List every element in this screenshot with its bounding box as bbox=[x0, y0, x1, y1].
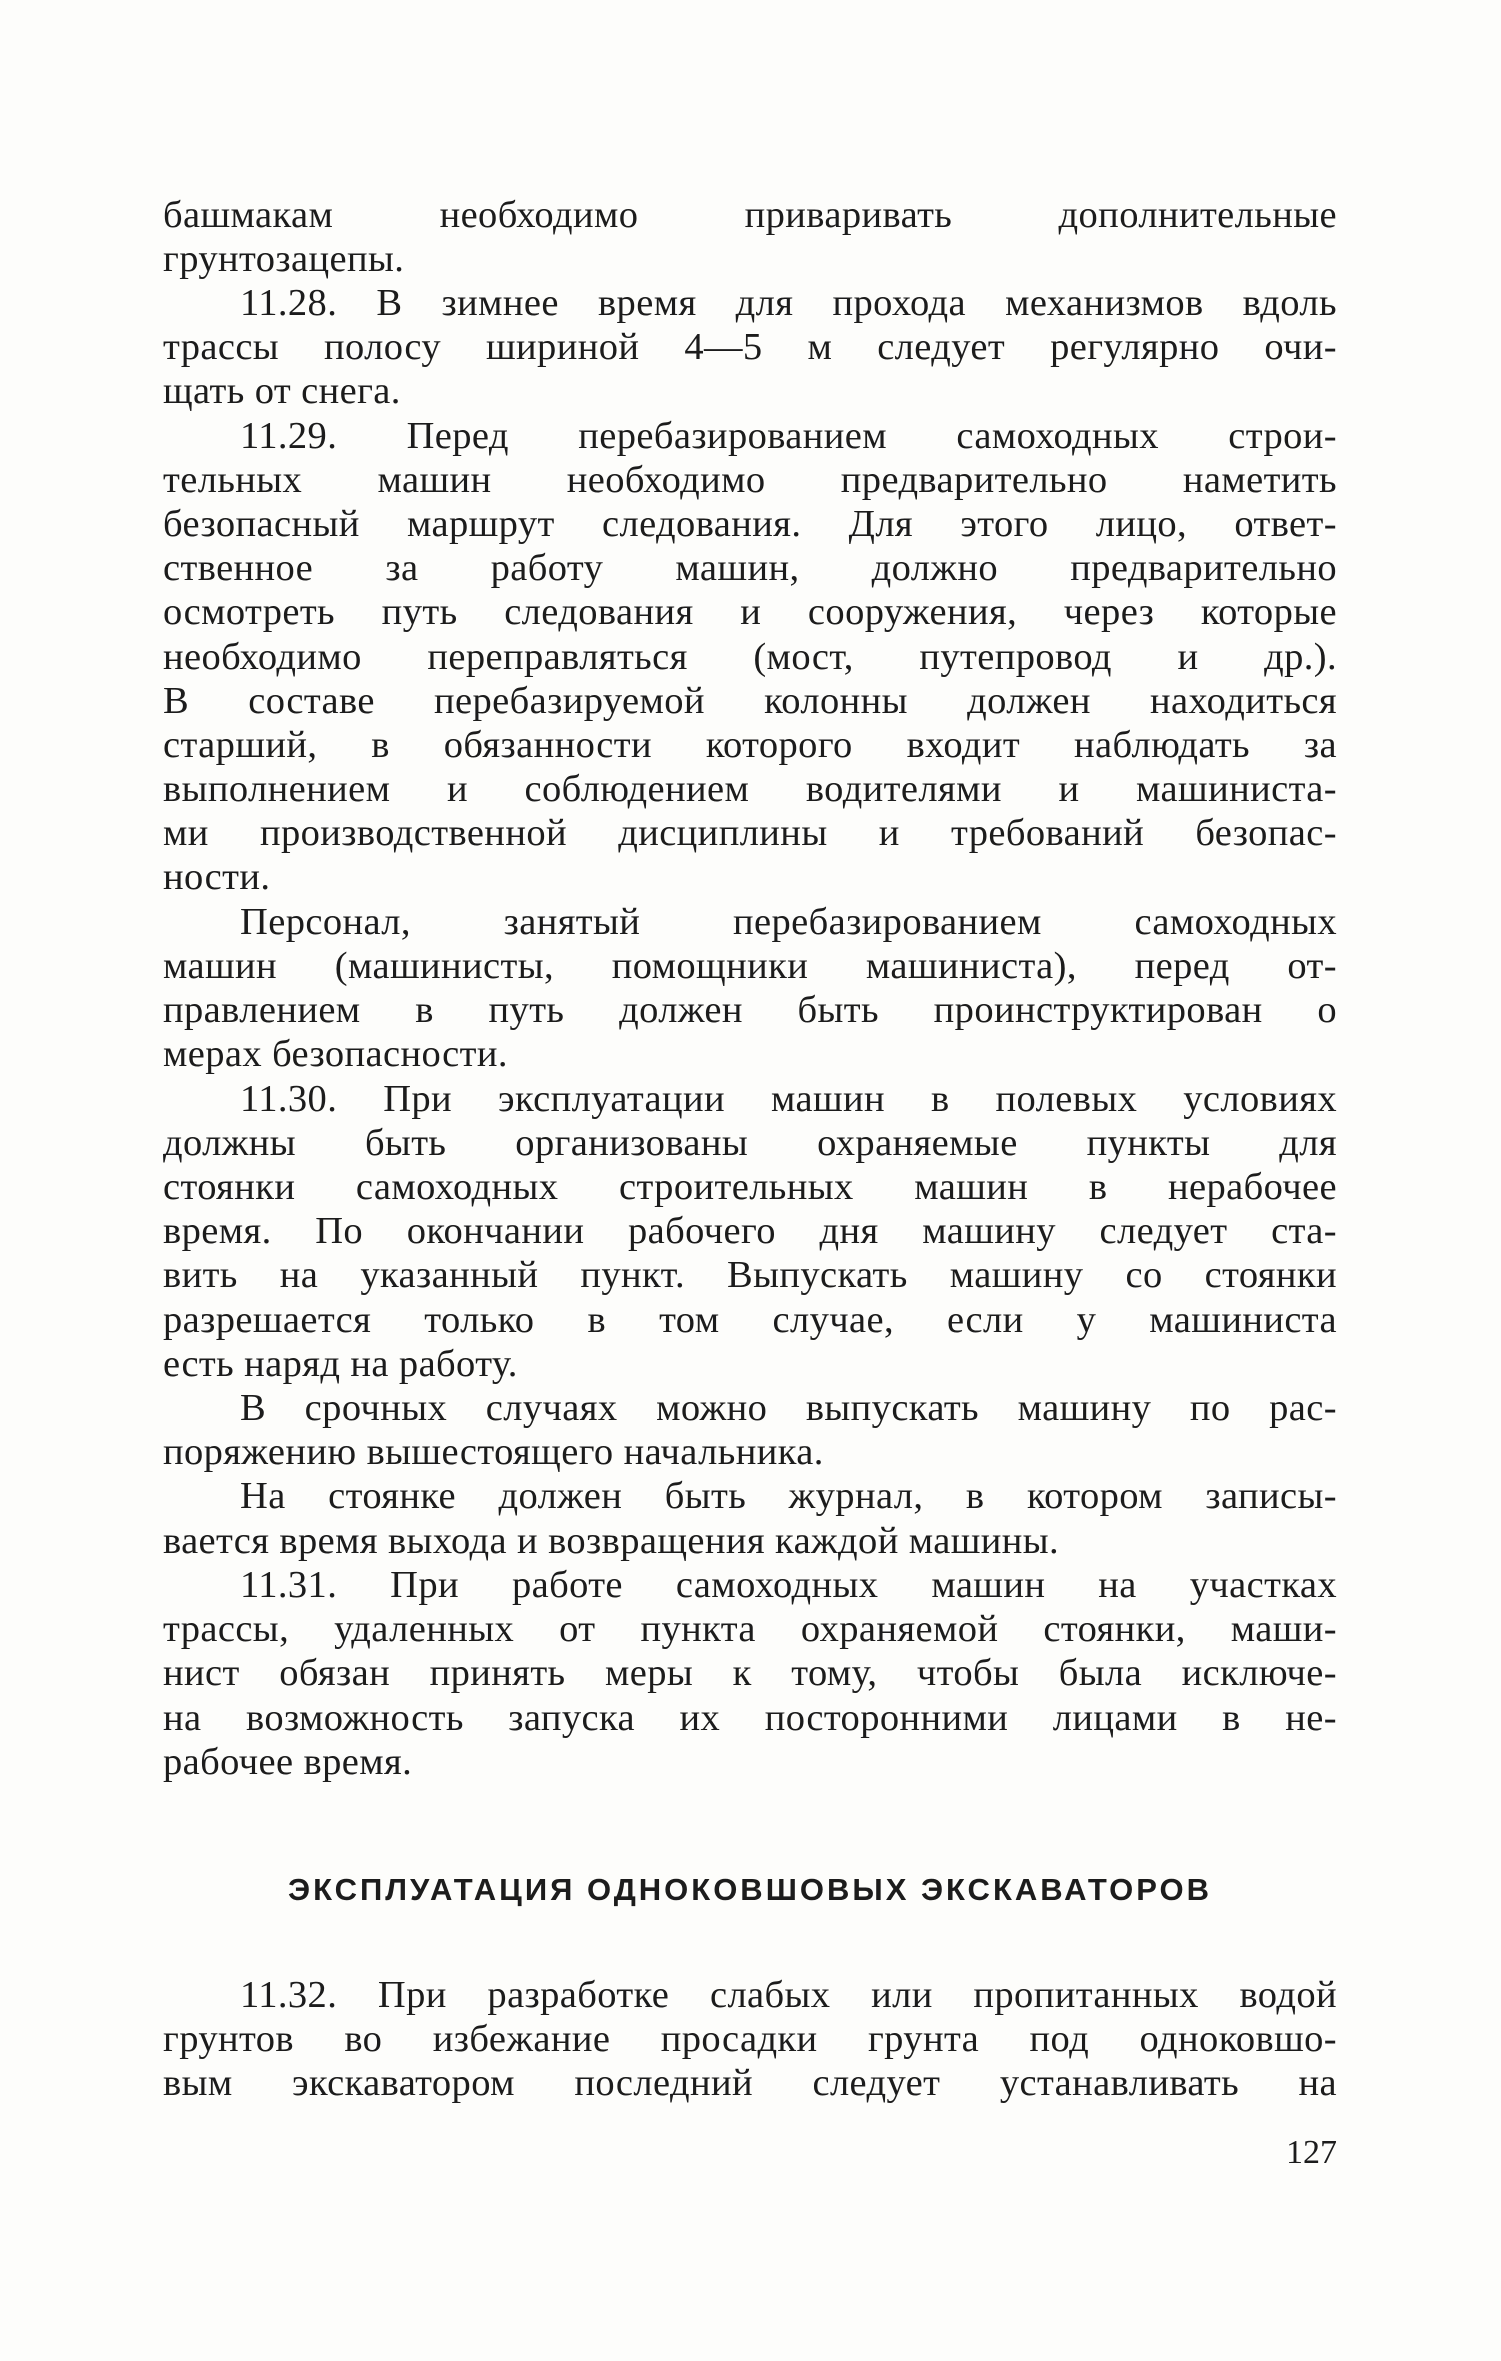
text-line: должны быть организованы охраняемые пункты для bbox=[163, 1122, 1337, 1164]
text-line: вить на указанный пункт. Выпускать машину со стоянки bbox=[163, 1254, 1337, 1296]
paragraph-first-line: 11.32. При разработке слабых или пропитанных водой bbox=[240, 1974, 1337, 2016]
text-line: осмотреть путь следования и сооружения, через которые bbox=[163, 591, 1337, 633]
paragraph-first-line: 11.31. При работе самоходных машин на участках bbox=[240, 1564, 1337, 1606]
text-line: разрешается только в том случае, если у машиниста bbox=[163, 1299, 1337, 1341]
text-line: вается время выхода и возвращения каждой машины. bbox=[163, 1520, 1060, 1562]
text-line: башмакам необходимо приваривать дополнительные bbox=[163, 194, 1337, 236]
text-line: ности. bbox=[163, 856, 271, 898]
text-line: есть наряд на работу. bbox=[163, 1343, 518, 1385]
paragraph-first-line: На стоянке должен быть журнал, в котором записы- bbox=[240, 1475, 1337, 1517]
text-line: грунтов во избежание просадки грунта под одноковшо- bbox=[163, 2018, 1337, 2060]
text-line: рабочее время. bbox=[163, 1741, 413, 1783]
text-line: на возможность запуска их посторонними лицами в не- bbox=[163, 1697, 1337, 1739]
text-line: ми производственной дисциплины и требований безопас- bbox=[163, 812, 1337, 854]
text-line: вым экскаватором последний следует устанавливать на bbox=[163, 2062, 1337, 2104]
text-line: старший, в обязанности которого входит наблюдать за bbox=[163, 724, 1337, 766]
text-line: время. По окончании рабочего дня машину следует ста- bbox=[163, 1210, 1337, 1252]
text-line: поряжению вышестоящего начальника. bbox=[163, 1431, 824, 1473]
text-line: правлением в путь должен быть проинструктирован о bbox=[163, 989, 1337, 1031]
paragraph-first-line: 11.28. В зимнее время для прохода механизмов вдоль bbox=[240, 282, 1337, 324]
text-line: безопасный маршрут следования. Для этого лицо, ответ- bbox=[163, 503, 1337, 545]
text-line: щать от снега. bbox=[163, 370, 401, 412]
text-line: трассы, удаленных от пункта охраняемой стоянки, маши- bbox=[163, 1608, 1337, 1650]
text-line: мерах безопасности. bbox=[163, 1033, 508, 1075]
text-line: выполнением и соблюдением водителями и машиниста- bbox=[163, 768, 1337, 810]
paragraph-first-line: В срочных случаях можно выпускать машину по рас- bbox=[240, 1387, 1337, 1429]
text-line: нист обязан принять меры к тому, чтобы была исключе- bbox=[163, 1652, 1337, 1694]
paragraph-first-line: Персонал, занятый перебазированием самоходных bbox=[240, 901, 1337, 943]
text-line: тельных машин необходимо предварительно наметить bbox=[163, 459, 1337, 501]
paragraph-first-line: 11.30. При эксплуатации машин в полевых условиях bbox=[240, 1078, 1337, 1120]
paragraph-first-line: 11.29. Перед перебазированием самоходных строи- bbox=[240, 415, 1337, 457]
text-line: грунтозацепы. bbox=[163, 238, 405, 280]
text-line: необходимо переправляться (мост, путепровод и др.). bbox=[163, 636, 1337, 678]
text-line: В составе перебазируемой колонны должен находиться bbox=[163, 680, 1337, 722]
section-heading: ЭКСПЛУАТАЦИЯ ОДНОКОВШОВЫХ ЭКСКАВАТОРОВ bbox=[288, 1872, 1212, 1907]
text-line: ственное за работу машин, должно предварительно bbox=[163, 547, 1337, 589]
text-line: стоянки самоходных строительных машин в нерабочее bbox=[163, 1166, 1337, 1208]
text-line: трассы полосу шириной 4—5 м следует регулярно очи- bbox=[163, 326, 1337, 368]
page-number: 127 bbox=[1286, 2134, 1337, 2171]
text-line: машин (машинисты, помощники машиниста), перед от- bbox=[163, 945, 1337, 987]
